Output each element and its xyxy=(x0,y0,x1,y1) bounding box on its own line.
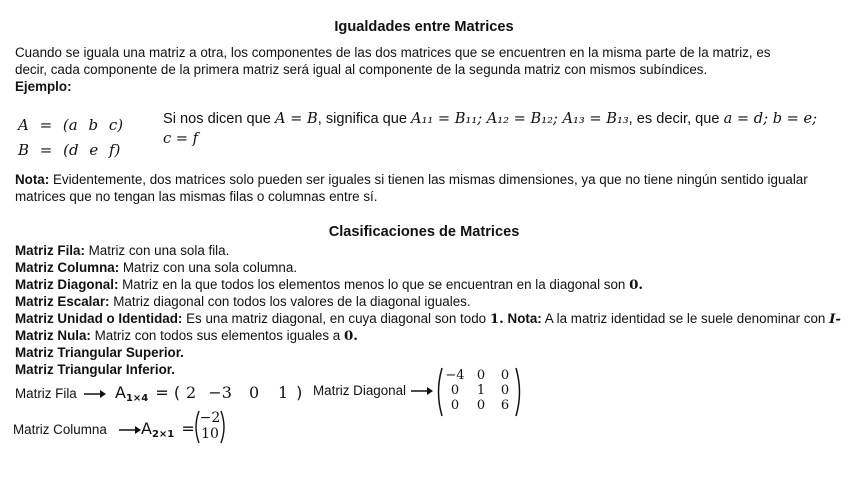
example-fila-matrix: A1×4 = ( 2 −3 0 1 ) xyxy=(115,383,303,404)
intro-line-1: Cuando se iguala una matriz a otra, los componentes de las dos matrices que se encuentren en la misma parte de la matriz, es xyxy=(15,45,771,60)
example-fila-label: Matriz Fila xyxy=(15,386,77,401)
example-columna-name: A2×1 = xyxy=(141,419,195,440)
example-diagonal-label: Matriz Diagonal xyxy=(313,383,407,398)
intro-line-2: decir, cada componente de la primera matriz será igual al componente de la segunda matriz con mismos subíndices. xyxy=(15,62,708,77)
class-item-triangular-inferior: Matriz Triangular Inferior. xyxy=(15,362,175,377)
arrow-right-icon xyxy=(83,389,107,399)
matrix-b: B = (d e f) xyxy=(18,141,121,159)
note-label: Nota: xyxy=(15,172,50,187)
section-title-clasificaciones: Clasificaciones de Matrices xyxy=(328,224,520,240)
equality-explanation xyxy=(163,110,817,127)
explain-prefix: Si nos dicen que xyxy=(163,111,275,127)
class-item-escalar: Matriz Escalar: Matriz diagonal con todos los valores de la diagonal iguales. xyxy=(15,294,471,309)
section-title-igualdades: Igualdades entre Matrices xyxy=(334,19,514,35)
class-item-triangular-superior: Matriz Triangular Superior. xyxy=(15,345,184,360)
arrow-right-icon xyxy=(410,386,434,396)
example-columna-matrix: −2 10 xyxy=(199,410,221,442)
explain-line-2: c = f xyxy=(163,130,199,147)
note-text: Evidentemente, dos matrices solo pueden ser iguales si tienen las mismas dimensiones, ya que no tiene ningún sentido igualar xyxy=(49,172,808,187)
matrix-right-paren xyxy=(514,366,524,418)
arrow-right-icon xyxy=(118,425,142,435)
note-line-1 xyxy=(15,171,808,188)
class-item-columna: Matriz Columna: Matriz con una sola columna. xyxy=(15,260,298,275)
explain-mid: , significa que xyxy=(317,111,412,127)
example-diagonal-matrix: −4 0 0 0 1 0 0 0 6 xyxy=(445,368,510,413)
example-label: Ejemplo: xyxy=(15,79,72,94)
explain-eq: A = B xyxy=(274,110,318,127)
matrix-right-paren xyxy=(220,410,228,444)
class-item-diagonal: Matriz Diagonal: Matriz en la que todos los elementos menos lo que se encuentran en la diagonal son 0. xyxy=(15,277,644,293)
explain-tail: a = d; b = e; xyxy=(723,110,818,127)
example-columna-label: Matriz Columna xyxy=(13,422,107,437)
class-item-nula: Matriz Nula: Matriz con todos sus elementos iguales a 0. xyxy=(15,328,358,344)
explain-terms: A₁₁ = B₁₁; A₁₂ = B₁₂; A₁₃ = B₁₃ xyxy=(411,110,629,127)
note-line-2: matrices que no tengan las mismas filas o columnas entre sí. xyxy=(15,189,378,204)
class-item-identidad: Matriz Unidad o Identidad: Es una matriz diagonal, en cuya diagonal son todo 1. Nota: A la matriz identidad se le suele denominar con I- xyxy=(15,311,841,327)
matrix-a: A = (a b c) xyxy=(18,116,124,134)
class-item-fila: Matriz Fila: Matriz con una sola fila. xyxy=(15,243,230,258)
explain-suffix: , es decir, que xyxy=(628,111,724,127)
